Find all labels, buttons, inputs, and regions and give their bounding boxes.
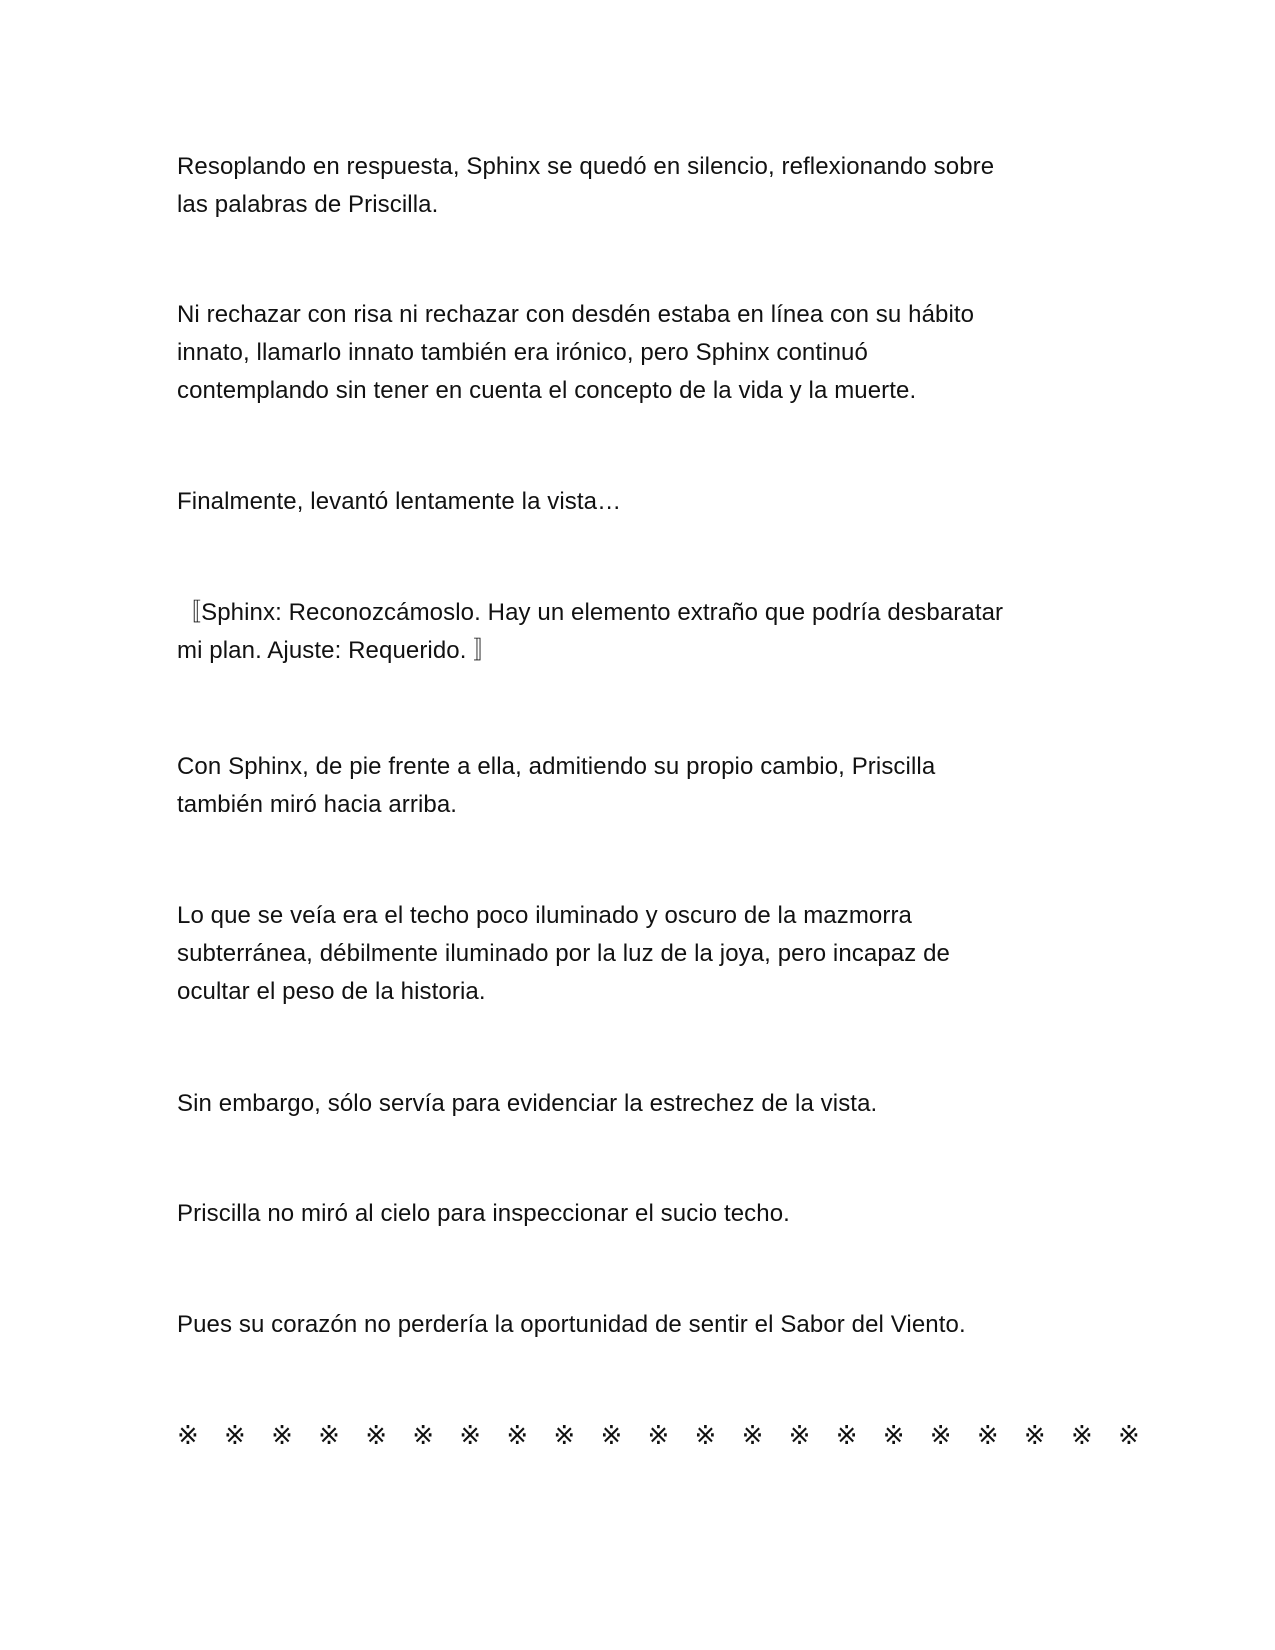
paragraph-3 bbox=[177, 483, 1097, 521]
paragraph-line: mi plan. Ajuste: Requerido. 〛 bbox=[177, 637, 498, 664]
paragraph-line: Ni rechazar con risa ni rechazar con desdén estaba en línea con su hábito bbox=[177, 301, 975, 328]
paragraph-line: también miró hacia arriba. bbox=[177, 791, 458, 818]
paragraph-line: subterránea, débilmente iluminado por la luz de la joya, pero incapaz de bbox=[177, 940, 951, 967]
paragraph-line: Priscilla no miró al cielo para inspeccionar el sucio techo. bbox=[177, 1200, 790, 1227]
section-separator: ※ ※ ※ ※ ※ ※ ※ ※ ※ ※ ※ ※ ※ ※ ※ ※ ※ ※ ※ ※ ※ bbox=[177, 1421, 1149, 1451]
paragraph-line: innato, llamarlo innato también era irónico, pero Sphinx continuó bbox=[177, 339, 868, 366]
paragraph-line: Resoplando en respuesta, Sphinx se quedó en silencio, reflexionando sobre bbox=[177, 153, 995, 180]
paragraph-5 bbox=[177, 748, 1097, 824]
paragraph-line: Lo que se veía era el techo poco iluminado y oscuro de la mazmorra bbox=[177, 902, 913, 929]
paragraph-line: contemplando sin tener en cuenta el concepto de la vida y la muerte. bbox=[177, 377, 917, 404]
paragraph-line: las palabras de Priscilla. bbox=[177, 191, 439, 218]
paragraph-9 bbox=[177, 1306, 1097, 1344]
paragraph-line: Finalmente, levantó lentamente la vista… bbox=[177, 488, 622, 515]
paragraph-6 bbox=[177, 897, 1097, 1011]
paragraph-line: Sin embargo, sólo servía para evidenciar la estrechez de la vista. bbox=[177, 1090, 878, 1117]
paragraph-8 bbox=[177, 1195, 1097, 1233]
paragraph-1 bbox=[177, 148, 1097, 224]
paragraph-2 bbox=[177, 296, 1097, 410]
paragraph-line: ocultar el peso de la historia. bbox=[177, 978, 486, 1005]
paragraph-line: Pues su corazón no perdería la oportunidad de sentir el Sabor del Viento. bbox=[177, 1311, 966, 1338]
paragraph-line: 〚Sphinx: Reconozcámoslo. Hay un elemento extraño que podría desbaratar bbox=[177, 599, 1004, 626]
paragraph-line: Con Sphinx, de pie frente a ella, admitiendo su propio cambio, Priscilla bbox=[177, 753, 936, 780]
paragraph-7 bbox=[177, 1085, 1097, 1123]
paragraph-4-dialogue bbox=[177, 594, 1097, 670]
